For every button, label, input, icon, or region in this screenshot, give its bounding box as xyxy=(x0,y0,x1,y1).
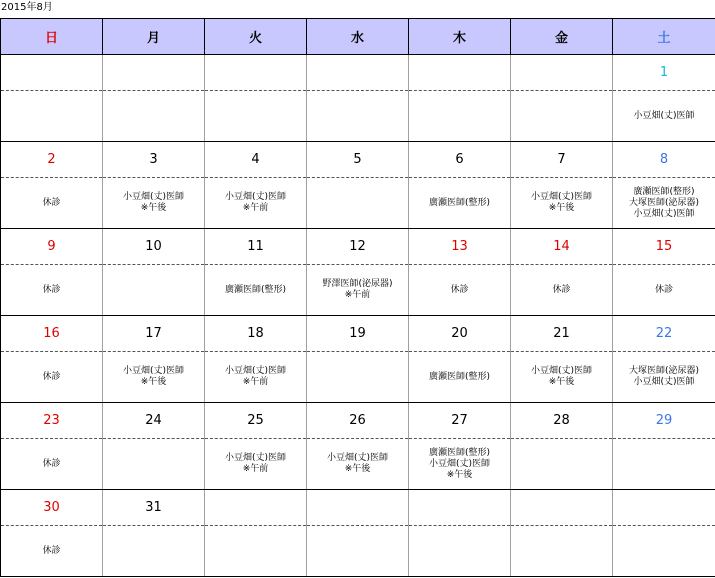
date-cell-sunday: 2 xyxy=(1,142,103,178)
schedule-cell xyxy=(205,178,307,229)
schedule-cell xyxy=(511,352,613,403)
weekday-header-sun: 日 xyxy=(1,19,103,55)
schedule-note: 小豆畑(丈)医師 ※午後 xyxy=(530,366,593,387)
schedule-cell xyxy=(205,265,307,316)
week-schedule-row xyxy=(1,91,715,142)
week-schedule-row xyxy=(1,439,715,490)
date-cell xyxy=(613,490,715,526)
schedule-note: 休診 xyxy=(42,458,61,469)
schedule-cell xyxy=(103,439,205,490)
date-cell: 20 xyxy=(409,316,511,352)
schedule-note: 野澤医師(泌尿器) ※午前 xyxy=(322,279,393,300)
schedule-cell xyxy=(511,91,613,142)
schedule-cell xyxy=(103,91,205,142)
date-cell xyxy=(103,55,205,91)
schedule-cell xyxy=(409,526,511,577)
weekday-header-sat: 土 xyxy=(613,19,715,55)
calendar-grid xyxy=(0,18,715,577)
schedule-cell xyxy=(511,526,613,577)
date-cell-holiday: 13 xyxy=(409,229,511,265)
schedule-cell xyxy=(511,439,613,490)
date-cell-saturday: 1 xyxy=(613,55,715,91)
schedule-cell xyxy=(409,265,511,316)
date-cell: 10 xyxy=(103,229,205,265)
schedule-cell xyxy=(307,265,409,316)
schedule-cell xyxy=(613,178,715,229)
schedule-cell xyxy=(103,265,205,316)
schedule-cell xyxy=(613,265,715,316)
schedule-cell xyxy=(103,178,205,229)
schedule-cell xyxy=(613,352,715,403)
schedule-cell xyxy=(307,91,409,142)
week-schedule-row xyxy=(1,352,715,403)
date-cell: 12 xyxy=(307,229,409,265)
date-cell: 19 xyxy=(307,316,409,352)
schedule-cell xyxy=(409,178,511,229)
schedule-note: 小豆畑(丈)医師 ※午後 xyxy=(326,453,389,474)
schedule-note: 廣瀬医師(整形) 小豆畑(丈)医師 ※午後 xyxy=(428,447,491,480)
schedule-note: 大塚医師(泌尿器) 小豆畑(丈)医師 xyxy=(628,366,700,387)
date-cell xyxy=(409,55,511,91)
schedule-note: 廣瀬医師(整形) 大塚医師(泌尿器) 小豆畑(丈)医師 xyxy=(628,186,700,219)
weekday-header-wed: 水 xyxy=(307,19,409,55)
schedule-note: 廣瀬医師(整形) xyxy=(224,284,287,295)
date-cell: 21 xyxy=(511,316,613,352)
date-cell: 18 xyxy=(205,316,307,352)
schedule-note: 廣瀬医師(整形) xyxy=(428,371,491,382)
week-date-row xyxy=(1,55,715,91)
schedule-note: 休診 xyxy=(42,197,61,208)
date-cell: 6 xyxy=(409,142,511,178)
schedule-cell xyxy=(1,178,103,229)
schedule-cell xyxy=(205,352,307,403)
date-cell: 27 xyxy=(409,403,511,439)
schedule-cell xyxy=(613,91,715,142)
schedule-cell xyxy=(1,439,103,490)
schedule-note: 休診 xyxy=(42,284,61,295)
schedule-note: 小豆畑(丈)医師 ※午前 xyxy=(224,453,287,474)
date-cell-sunday: 23 xyxy=(1,403,103,439)
week-schedule-row xyxy=(1,265,715,316)
schedule-cell xyxy=(307,178,409,229)
date-cell xyxy=(205,490,307,526)
date-cell-saturday: 8 xyxy=(613,142,715,178)
weekday-header-tue: 火 xyxy=(205,19,307,55)
schedule-cell xyxy=(1,91,103,142)
date-cell xyxy=(409,490,511,526)
schedule-note: 小豆畑(丈)医師 ※午後 xyxy=(122,192,185,213)
schedule-cell xyxy=(205,526,307,577)
week-date-row xyxy=(1,490,715,526)
date-cell: 17 xyxy=(103,316,205,352)
date-cell xyxy=(511,490,613,526)
schedule-cell xyxy=(409,91,511,142)
schedule-cell xyxy=(511,178,613,229)
date-cell xyxy=(511,55,613,91)
weekday-header-mon: 月 xyxy=(103,19,205,55)
schedule-cell xyxy=(307,439,409,490)
date-cell: 24 xyxy=(103,403,205,439)
week-date-row xyxy=(1,316,715,352)
weekday-header-fri: 金 xyxy=(511,19,613,55)
date-cell xyxy=(205,55,307,91)
schedule-cell xyxy=(1,265,103,316)
date-cell xyxy=(307,490,409,526)
date-cell: 5 xyxy=(307,142,409,178)
week-date-row xyxy=(1,229,715,265)
date-cell: 28 xyxy=(511,403,613,439)
date-cell: 25 xyxy=(205,403,307,439)
weekday-header-thu: 木 xyxy=(409,19,511,55)
schedule-cell xyxy=(613,439,715,490)
schedule-cell xyxy=(511,265,613,316)
schedule-cell xyxy=(613,526,715,577)
schedule-cell xyxy=(307,352,409,403)
calendar-month-title: 2015年8月 xyxy=(1,2,53,13)
schedule-note: 小豆畑(丈)医師 ※午後 xyxy=(122,366,185,387)
date-cell: 26 xyxy=(307,403,409,439)
week-schedule-row xyxy=(1,526,715,577)
schedule-cell xyxy=(1,352,103,403)
schedule-cell xyxy=(205,91,307,142)
date-cell: 4 xyxy=(205,142,307,178)
schedule-note: 休診 xyxy=(654,284,673,295)
schedule-cell xyxy=(1,526,103,577)
schedule-note: 小豆畑(丈)医師 xyxy=(633,110,695,121)
schedule-note: 休診 xyxy=(450,284,469,295)
date-cell: 7 xyxy=(511,142,613,178)
schedule-cell xyxy=(307,526,409,577)
schedule-cell xyxy=(409,439,511,490)
date-cell-sunday: 16 xyxy=(1,316,103,352)
week-date-row xyxy=(1,403,715,439)
date-cell-saturday: 22 xyxy=(613,316,715,352)
week-schedule-row xyxy=(1,178,715,229)
schedule-note: 廣瀬医師(整形) xyxy=(428,197,491,208)
schedule-cell xyxy=(103,526,205,577)
schedule-note: 休診 xyxy=(42,371,61,382)
date-cell: 11 xyxy=(205,229,307,265)
schedule-cell xyxy=(103,352,205,403)
schedule-cell xyxy=(409,352,511,403)
schedule-note: 小豆畑(丈)医師 ※午後 xyxy=(530,192,593,213)
date-cell-sunday: 30 xyxy=(1,490,103,526)
date-cell xyxy=(307,55,409,91)
date-cell-holiday: 14 xyxy=(511,229,613,265)
schedule-cell xyxy=(205,439,307,490)
date-cell xyxy=(1,55,103,91)
date-cell-holiday: 15 xyxy=(613,229,715,265)
schedule-note: 小豆畑(丈)医師 ※午前 xyxy=(224,366,287,387)
schedule-note: 小豆畑(丈)医師 ※午前 xyxy=(224,192,287,213)
weekday-header-row xyxy=(1,19,715,55)
date-cell-sunday: 9 xyxy=(1,229,103,265)
date-cell-saturday: 29 xyxy=(613,403,715,439)
week-date-row xyxy=(1,142,715,178)
date-cell: 3 xyxy=(103,142,205,178)
schedule-note: 休診 xyxy=(552,284,571,295)
schedule-note: 休診 xyxy=(42,545,61,556)
date-cell: 31 xyxy=(103,490,205,526)
